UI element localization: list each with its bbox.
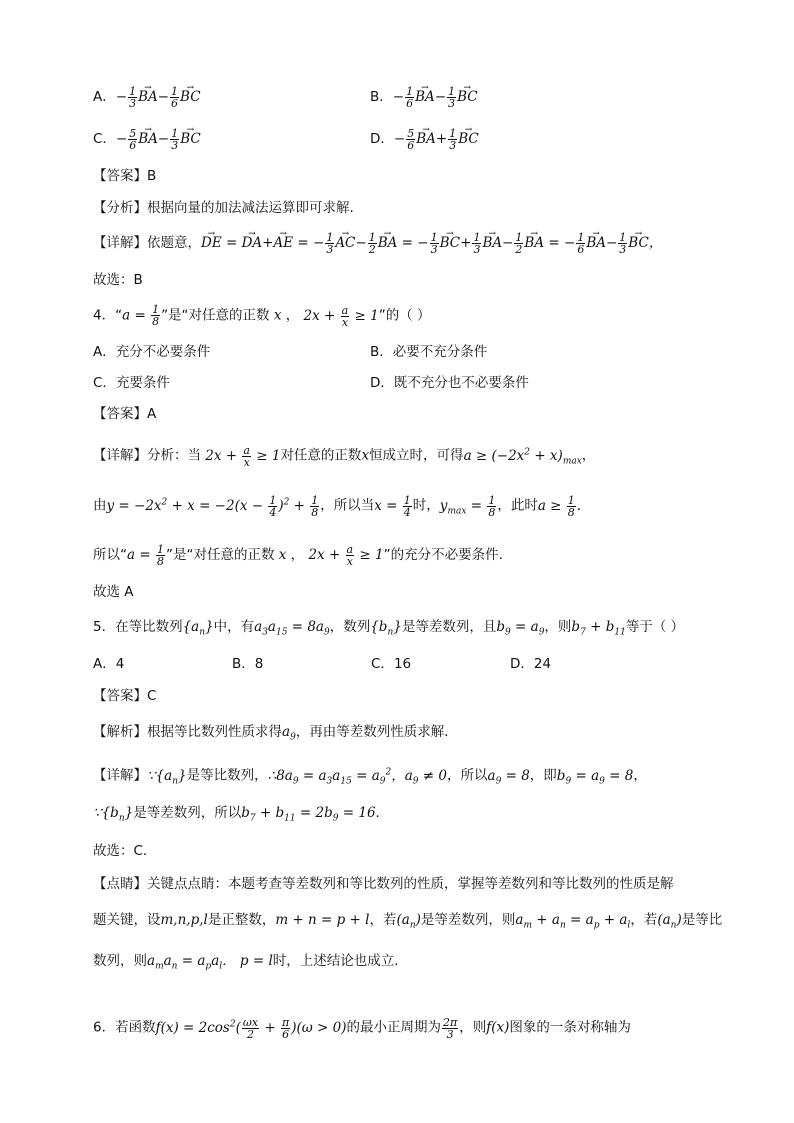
analysis-tag: 【分析】: [93, 200, 147, 216]
detail-text: 是等差数列，所以: [133, 805, 242, 821]
analysis-text: ，再由等差数列性质求解．: [295, 724, 458, 740]
q5-conclusion: 故选：C．: [93, 843, 157, 859]
q5-option-d: D．24: [510, 656, 552, 672]
detail-tag: 【详解】: [93, 767, 147, 784]
q5-option-b: B．8: [232, 656, 264, 672]
stem-text: 图象的一条对称轴为: [509, 1019, 631, 1036]
option-label: A．: [93, 89, 116, 105]
option-label: C．: [93, 375, 116, 391]
point-tag: 【点睛】: [93, 876, 147, 892]
q5-answer: [93, 686, 156, 706]
detail-text: ，所以当: [320, 497, 375, 514]
stem-text: ，则: [544, 619, 572, 635]
stem-text: 中，有: [213, 619, 255, 635]
q5-point-3: 数列，则$a_ma_n = a_pa_l$． p = l时，上述结论也成立．: [93, 953, 408, 972]
point-text: ，若: [369, 912, 397, 928]
point-text: ，若: [630, 912, 658, 928]
detail-text: 所以“: [93, 547, 127, 563]
point-text: 是等差数列，则: [420, 912, 516, 928]
detail-text: ，即: [529, 767, 557, 784]
q3-answer: [93, 166, 156, 186]
option-expr: − $\frac{1}{6}$ → BA− $\frac{1}{3}$ → BC: [393, 89, 478, 105]
option-text: 既不充分也不必要条件: [393, 375, 529, 391]
answer-tag: 【答案】: [93, 406, 147, 422]
option-label: D．: [370, 131, 394, 147]
q5-option-c: C．16: [371, 656, 412, 672]
option-text: 必要不充分条件: [392, 344, 488, 360]
stem-text: ，数列: [329, 619, 371, 635]
q5-point-1: [93, 874, 674, 894]
answer-tag: 【答案】: [93, 688, 147, 704]
stem-text: ，则: [459, 1019, 487, 1036]
question-number: 5．: [93, 619, 116, 635]
option-expr: − $\frac{1}{3}$ → BA− $\frac{1}{6}$ → BC: [116, 89, 201, 105]
detail-tag: 【详解】: [93, 447, 147, 464]
q3-option-b: [370, 86, 478, 109]
q5-stem: 5．在等比数列$\{a_n\}$中，有$a_3a_{15} = 8a_9$，数列$\{b_n\}$是等差数列，且$b_9 = a_9$，则$b_7 + b_{11}$等于（ ）: [93, 619, 685, 638]
detail-formula: → DE = → DA+→ AE = − $\frac{1}{3}$ → AC− $\frac{1}{2}$ → BA = − $\frac{1}{3}$ → BC+ $\frac{1}{3}$ → BA− $\frac{1}{2}$ → BA = − $\frac{1}{6}$ → BA− $\frac{1}{3}$ → BC，: [201, 235, 662, 251]
stem-text: ”是“对任意的正数: [161, 307, 270, 324]
option-expr: − $\frac{5}{6}$ → BA− $\frac{1}{3}$ → BC: [116, 131, 201, 147]
detail-text: 对任意的正数: [280, 447, 362, 464]
point-text: 是等比: [681, 912, 723, 928]
analysis-text: 根据等比数列性质求得: [147, 724, 282, 740]
option-label: B．: [370, 89, 393, 105]
analysis-text: 根据向量的加法减法运算即可求解.: [147, 200, 354, 216]
point-text: 关键点点睛：本题考查等差数列和等比数列的性质，掌握等差数列和等比数列的性质是解: [147, 876, 674, 892]
q3-option-a: [93, 86, 201, 109]
question-number: 6．: [93, 1019, 116, 1036]
detail-text: 恒成立时，可得: [369, 447, 464, 464]
q4-option-a: [93, 342, 210, 362]
q5-detail-2: $\because\{b_n\}$是等差数列，所以$b_7 + b_{11} = 2b_9 = 16$．: [93, 805, 390, 824]
option-text: 充要条件: [115, 375, 170, 391]
q4-answer: [93, 404, 156, 424]
q5-option-a: A．4: [93, 656, 125, 672]
answer-value: A: [147, 406, 157, 422]
point-text: 是正整数，: [207, 912, 276, 928]
q4-option-b: [370, 342, 487, 362]
q3-option-d: [370, 128, 479, 151]
point-text: 题关键，设: [93, 912, 161, 928]
stem-text: 等于（ ）: [625, 619, 685, 635]
detail-text: ，此时: [497, 497, 538, 514]
question-number: 4．: [93, 307, 116, 324]
answer-value: B: [147, 168, 157, 184]
point-text: 时，上述结论也成立．: [272, 953, 408, 969]
point-text: 数列，则: [93, 953, 147, 969]
q4-detail-2: 由$y = -2x^2 + x = -2(x$ − $\frac{1}{4}$ )$^2$ + $\frac{1}{8}$ ，所以当x = $\frac{1}{4}$ 时，$y_{max}$ = $\frac{1}{8}$ ，此时a ≥ $\frac{1}{8}$ .: [93, 493, 582, 519]
stem-text: 在等比数列: [115, 619, 183, 635]
q5-point-2: 题关键，设m,n,p,l是正整数，m + n = p + l，若$(a_n)$是等差数列，则$a_m + a_n = a_p + a_l$，若$(a_n)$是等比: [93, 912, 723, 931]
q4-conclusion: 故选 A: [93, 584, 134, 600]
q4-stem: 4．“a = $\frac{1}{8}$ ”是“对任意的正数 x ， 2x + $\frac{a}{x}$ ≥ 1”的（ ）: [93, 303, 431, 329]
detail-text: 依题意，: [147, 235, 201, 251]
stem-text: 的最小正周期为: [346, 1019, 441, 1036]
q4-option-d: [370, 373, 529, 393]
q3-option-c: [93, 128, 201, 151]
stem-text: 若函数: [115, 1019, 156, 1036]
detail-text: 由: [93, 497, 107, 514]
q4-detail-3: 所以“a = $\frac{1}{8}$ ”是“对任意的正数 x ， 2x + $\frac{a}{x}$ ≥ 1”的充分不必要条件.: [93, 543, 503, 568]
detail-text: 分析：当: [147, 447, 201, 464]
option-text: 充分不必要条件: [115, 344, 211, 360]
q5-detail-1: 【详解】$\because\{a_n\}$是等比数列，$\therefore 8a_9 = a_3a_{15} = a_9^2$，$a_9 \ne 0$，所以$a_9 = 8$，即$b_9 = a_9 = 8$，: [93, 767, 647, 787]
q4-detail-1: 【详解】分析：当 2x + $\frac{a}{x}$ ≥ 1对任意的正数x恒成立时，可得$a \ge (-2x^2 + x)_{max}$，: [93, 443, 596, 469]
q3-analysis: [93, 198, 354, 218]
detail-text: 是等比数列，: [186, 767, 268, 784]
option-label: D．: [370, 375, 394, 391]
option-label: C．: [93, 131, 116, 147]
option-expr: − $\frac{5}{6}$ → BA+ $\frac{1}{3}$ → BC: [394, 131, 479, 147]
q3-detail: [93, 232, 662, 255]
answer-value: C: [147, 688, 157, 704]
analysis-tag: 【解析】: [93, 724, 147, 740]
q5-analysis: 【解析】根据等比数列性质求得$a_9$，再由等差数列性质求解．: [93, 724, 458, 743]
detail-text: ”的充分不必要条件.: [383, 547, 503, 563]
q6-stem: 6．若函数$f(x) = 2\cos^2$( $\frac{\omega x}{2}$ + $\frac{\pi}{6}$ )(ω > 0)的最小正周期为 $\frac{2\pi}{3}$ ，则f(x)图象的一条对称轴为: [93, 1015, 631, 1041]
answer-tag: 【答案】: [93, 168, 147, 184]
q4-option-c: [93, 373, 170, 393]
detail-text: 时，: [412, 497, 440, 514]
option-label: A．: [93, 344, 116, 360]
detail-text: ”是“对任意的正数: [165, 547, 275, 563]
option-label: B．: [370, 344, 393, 360]
detail-text: ，所以: [447, 767, 488, 784]
stem-end: ”的（ ）: [378, 307, 431, 324]
detail-tag: 【详解】: [93, 235, 147, 251]
q3-conclusion: 故选：B: [93, 272, 143, 288]
stem-text: 是等差数列，且: [401, 619, 497, 635]
